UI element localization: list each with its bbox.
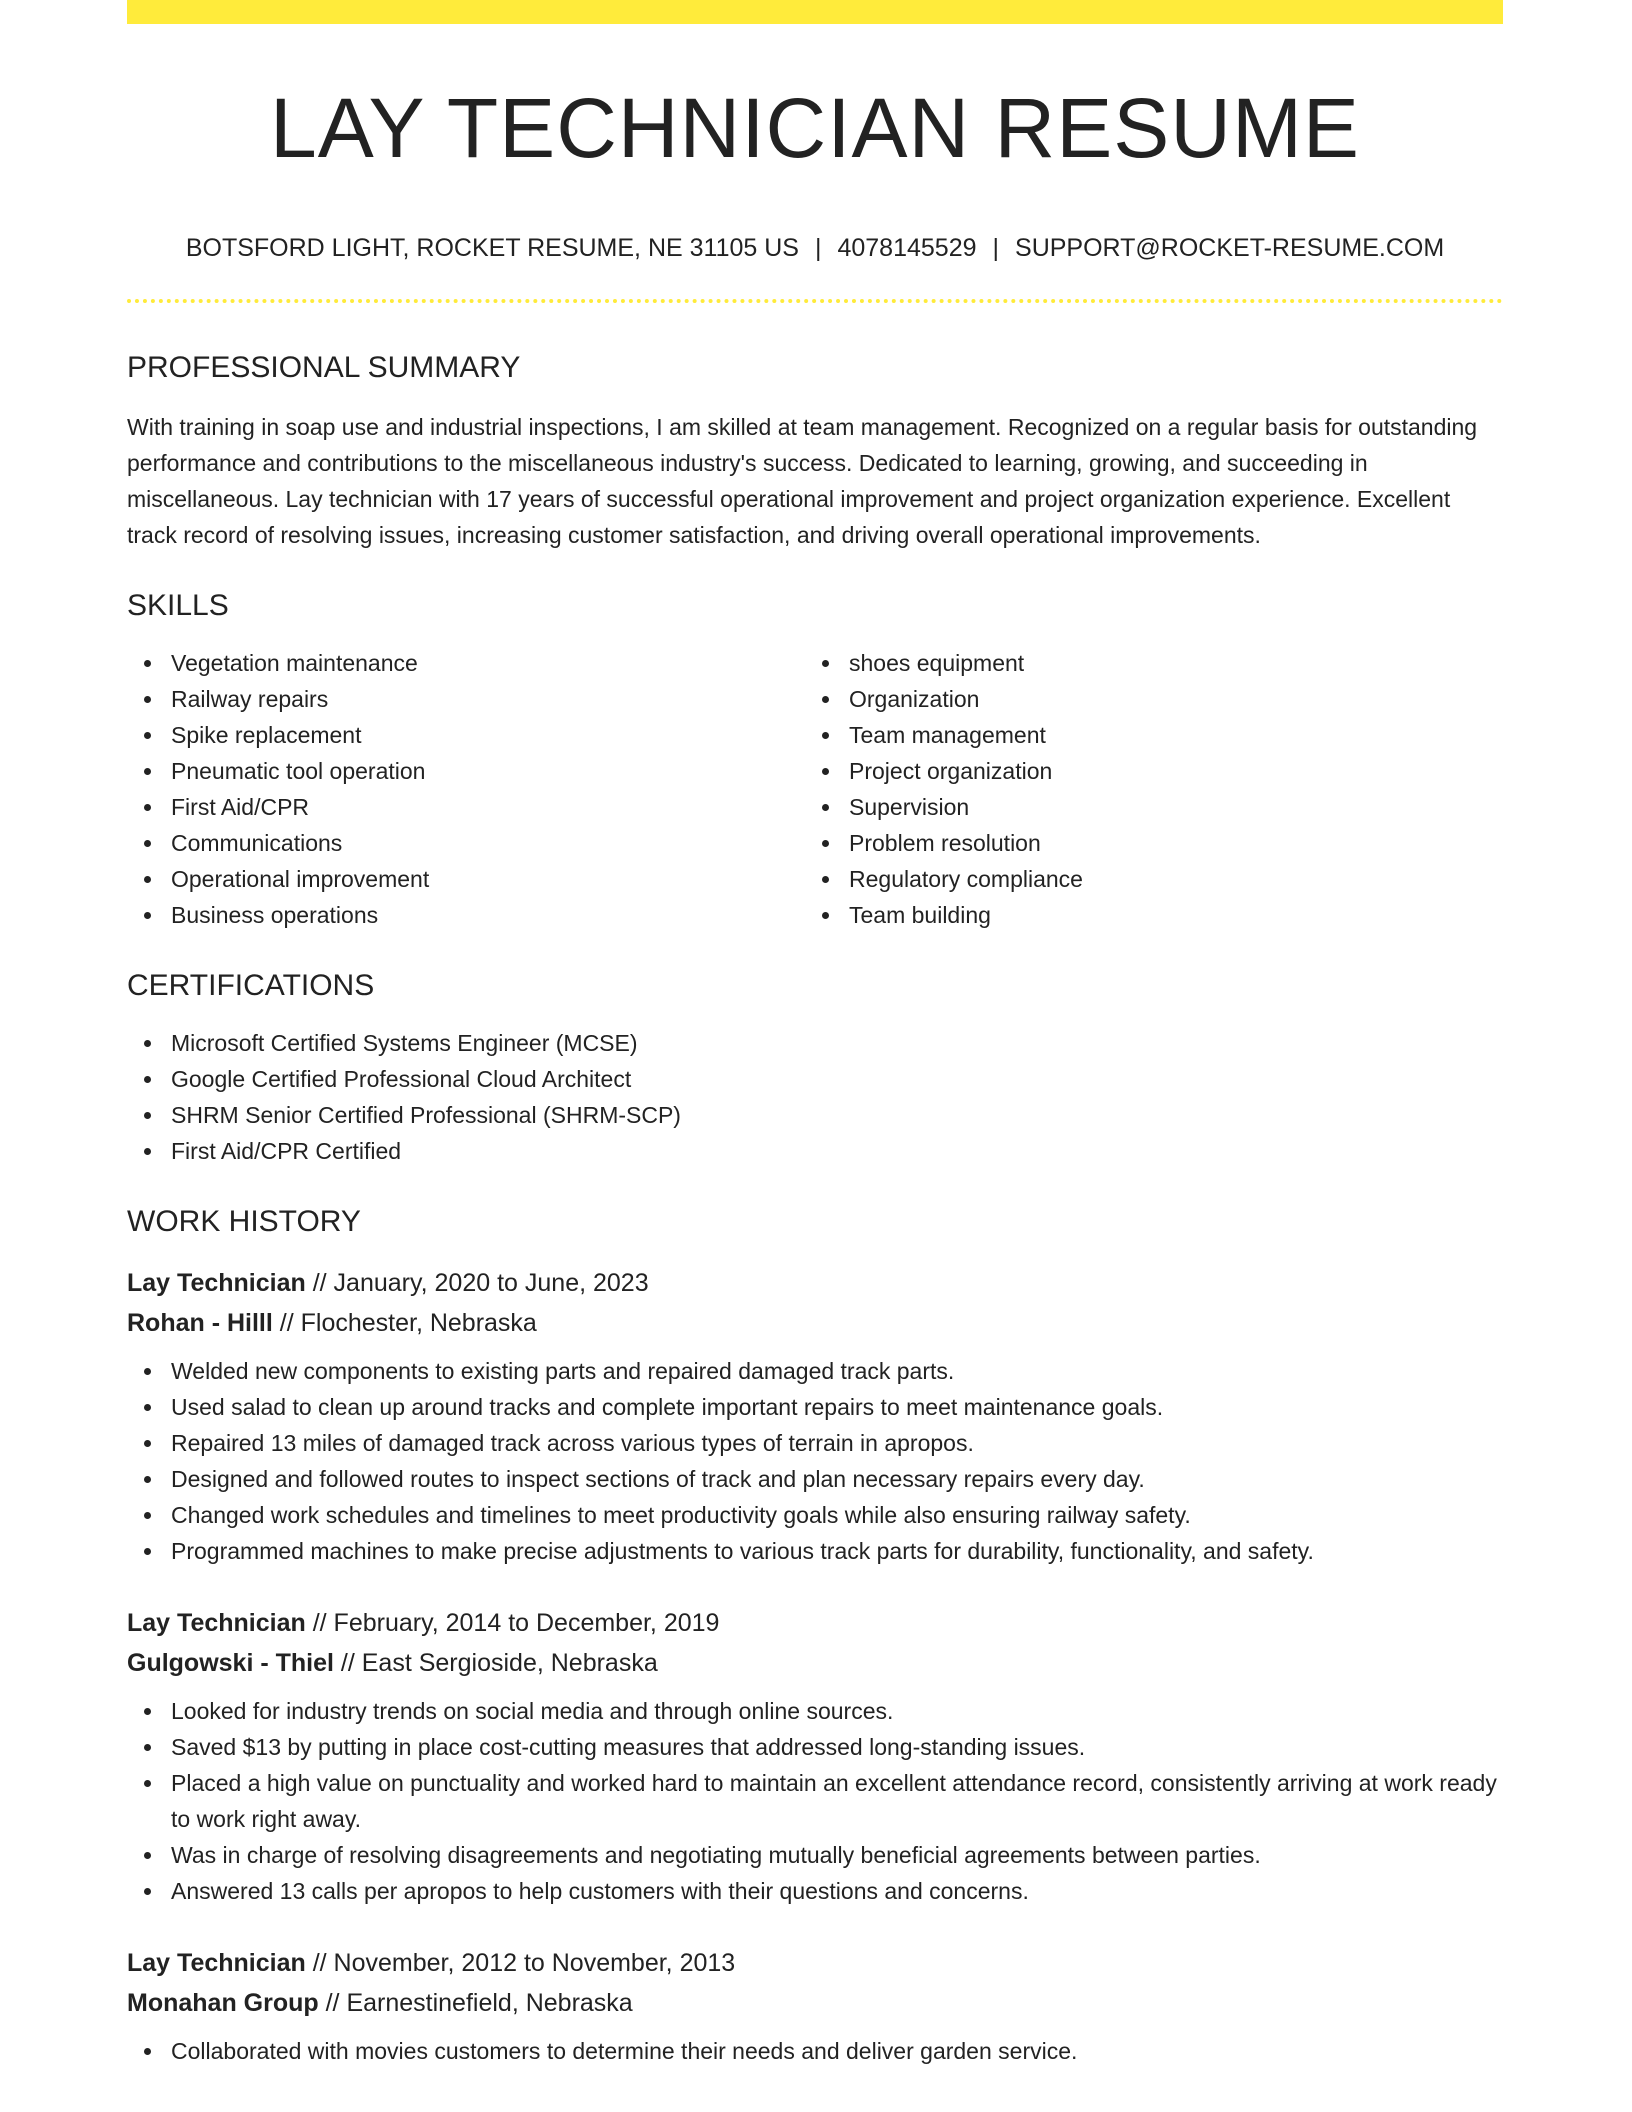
job-company: Rohan - Hilll (127, 1309, 273, 1337)
summary-text: With training in soap use and industrial inspections, I am skilled at team management. Recognized on a regular basis for outstanding performance and contributions to the miscellaneous industry's success. Dedicated to learning, growing, and succeeding in miscellaneous. Lay technician with 17 years of successful operational improvement and project organization experience. Excellent track record of resolving issues, increasing customer satisfaction, and driving overall operational improvements. (127, 414, 1478, 548)
job-company-line (127, 1643, 1503, 1683)
contact-separator: | (992, 234, 1000, 262)
job-company-line (127, 1983, 1503, 2023)
job-title: Lay Technician (127, 1269, 306, 1297)
certification-item: SHRM Senior Certified Professional (SHRM-SCP) (127, 1097, 1503, 1133)
skill-item: shoes equipment (805, 645, 1503, 681)
job-location: // Flochester, Nebraska (279, 1309, 537, 1337)
job-duty-item: Designed and followed routes to inspect sections of track and plan necessary repairs every day. (127, 1461, 1503, 1497)
contact-line (127, 236, 1503, 261)
job-title-line (127, 1263, 1503, 1303)
job-title-line (127, 1603, 1503, 1643)
certification-item: First Aid/CPR Certified (127, 1133, 1503, 1169)
skill-item: Railway repairs (127, 681, 805, 717)
resume-title: LAY TECHNICIAN RESUME (270, 81, 1360, 175)
job-dates: // January, 2020 to June, 2023 (312, 1269, 649, 1297)
job-entry (127, 1263, 1503, 1569)
job-title-line (127, 1943, 1503, 1983)
job-title: Lay Technician (127, 1609, 306, 1637)
top-accent-bar (127, 0, 1503, 24)
skill-item: Vegetation maintenance (127, 645, 805, 681)
job-duties (127, 1353, 1503, 1569)
job-duty-item: Looked for industry trends on social media and through online sources. (127, 1693, 1503, 1729)
skill-item: Pneumatic tool operation (127, 753, 805, 789)
job-duty-item: Changed work schedules and timelines to meet productivity goals while also ensuring railway safety. (127, 1497, 1503, 1533)
job-duty-item: Placed a high value on punctuality and worked hard to maintain an excellent attendance record, consistently arriving at work ready to work right away. (127, 1765, 1503, 1837)
job-duty-item: Programmed machines to make precise adjustments to various track parts for durability, functionality, and safety. (127, 1533, 1503, 1569)
job-company-line (127, 1303, 1503, 1343)
job-duties (127, 2033, 1503, 2069)
contact-separator: | (814, 234, 822, 262)
job-company: Monahan Group (127, 1989, 319, 2017)
job-duty-item: Repaired 13 miles of damaged track across various types of terrain in apropos. (127, 1425, 1503, 1461)
job-location: // Earnestinefield, Nebraska (325, 1989, 633, 2017)
certification-item: Microsoft Certified Systems Engineer (MCSE) (127, 1025, 1503, 1061)
skill-item: Team management (805, 717, 1503, 753)
certifications-list (127, 1025, 1503, 1169)
job-title: Lay Technician (127, 1949, 306, 1977)
skill-item: Communications (127, 825, 805, 861)
skills-list-right (805, 645, 1503, 933)
job-entry (127, 1943, 1503, 2069)
skill-item: First Aid/CPR (127, 789, 805, 825)
job-entry (127, 1603, 1503, 1909)
header-divider (127, 299, 1503, 303)
job-company: Gulgowski - Thiel (127, 1649, 334, 1677)
skill-item: Problem resolution (805, 825, 1503, 861)
resume-page (127, 0, 1503, 2069)
skill-item: Operational improvement (127, 861, 805, 897)
skill-item: Team building (805, 897, 1503, 933)
contact-phone: 4078145529 (837, 234, 977, 262)
skills-list-left (127, 645, 805, 933)
job-duty-item: Answered 13 calls per apropos to help customers with their questions and concerns. (127, 1873, 1503, 1909)
skill-item: Project organization (805, 753, 1503, 789)
contact-email: SUPPORT@ROCKET-RESUME.COM (1015, 234, 1445, 262)
skills-heading: SKILLS (127, 589, 229, 622)
job-dates: // November, 2012 to November, 2013 (312, 1949, 736, 1977)
job-duties (127, 1693, 1503, 1909)
contact-address: BOTSFORD LIGHT, ROCKET RESUME, NE 31105 US (185, 234, 799, 262)
skill-item: Regulatory compliance (805, 861, 1503, 897)
job-location: // East Sergioside, Nebraska (340, 1649, 658, 1677)
certifications-heading: CERTIFICATIONS (127, 969, 375, 1002)
job-duty-item: Was in charge of resolving disagreements and negotiating mutually beneficial agreements between parties. (127, 1837, 1503, 1873)
job-duty-item: Collaborated with movies customers to determine their needs and deliver garden service. (127, 2033, 1503, 2069)
job-dates: // February, 2014 to December, 2019 (312, 1609, 720, 1637)
skill-item: Organization (805, 681, 1503, 717)
certification-item: Google Certified Professional Cloud Architect (127, 1061, 1503, 1097)
skill-item: Business operations (127, 897, 805, 933)
skill-item: Supervision (805, 789, 1503, 825)
skill-item: Spike replacement (127, 717, 805, 753)
summary-heading: PROFESSIONAL SUMMARY (127, 351, 521, 384)
job-duty-item: Saved $13 by putting in place cost-cutting measures that addressed long-standing issues. (127, 1729, 1503, 1765)
work-history-heading: WORK HISTORY (127, 1205, 361, 1238)
job-duty-item: Welded new components to existing parts and repaired damaged track parts. (127, 1353, 1503, 1389)
skills-columns (127, 645, 1503, 933)
job-duty-item: Used salad to clean up around tracks and complete important repairs to meet maintenance goals. (127, 1389, 1503, 1425)
